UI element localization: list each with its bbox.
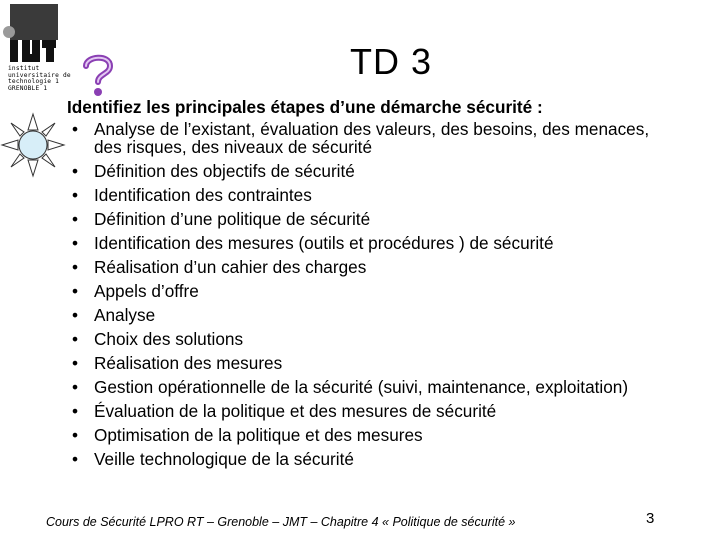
list-item-text: Optimisation de la politique et des mesures [94, 425, 423, 445]
bullet-glyph: • [72, 119, 79, 139]
list-item [70, 120, 670, 156]
list-item [70, 234, 670, 252]
bullet-glyph: • [72, 425, 79, 445]
list-item-text: Définition des objectifs de sécurité [94, 161, 355, 181]
logo-line: GRENOBLE 1 [8, 84, 48, 92]
list-item [70, 426, 670, 444]
list-item-text: Définition d’une politique de sécurité [94, 209, 371, 229]
bullet-glyph: • [72, 161, 79, 181]
list-item [70, 282, 670, 300]
bullet-glyph: • [72, 257, 79, 277]
list-item-text: Veille technologique de la sécurité [94, 449, 354, 469]
list-item-text: Évaluation de la politique et des mesures de sécurité [94, 401, 497, 421]
list-item [70, 354, 670, 372]
list-item-text: Identification des mesures (outils et procédures ) de sécurité [94, 233, 554, 253]
bullet-glyph: • [72, 329, 79, 349]
list-item-text: Identification des contraintes [94, 185, 312, 205]
list-item [70, 162, 670, 180]
bullet-glyph: • [72, 233, 79, 253]
slide-footer: Cours de Sécurité LPRO RT – Grenoble – JMT – Chapitre 4 « Politique de sécurité » [46, 515, 516, 529]
sun-icon [0, 112, 66, 178]
list-item [70, 186, 670, 204]
list-item-text: Analyse de l’existant, évaluation des valeurs, des besoins, des menaces, des risques, des niveaux de sécurité [94, 119, 650, 157]
bullet-glyph: • [72, 449, 79, 469]
logo-line: technologie 1 [8, 78, 60, 86]
list-item [70, 330, 670, 348]
bullet-glyph: • [72, 401, 79, 421]
list-item-text: Réalisation des mesures [94, 353, 283, 373]
bullet-glyph: • [72, 281, 79, 301]
bullet-glyph: • [72, 209, 79, 229]
logo-line: universitaire de [8, 71, 71, 79]
bullet-glyph: • [72, 353, 79, 373]
list-item-text: Analyse [94, 305, 156, 325]
list-item [70, 402, 670, 420]
list-item-text: Réalisation d’un cahier des charges [94, 257, 367, 277]
list-item [70, 306, 670, 324]
bullet-glyph: • [72, 185, 79, 205]
list-item [70, 378, 670, 396]
page-number: 3 [646, 510, 655, 527]
list-item [70, 450, 670, 468]
bullet-list [70, 120, 670, 474]
slide-title: TD 3 [350, 41, 433, 82]
slide-subtitle: Identifiez les principales étapes d’une démarche sécurité : [67, 97, 543, 117]
logo-line: institut [8, 65, 40, 72]
list-item-text: Gestion opérationnelle de la sécurité (suivi, maintenance, exploitation) [94, 377, 629, 397]
bullet-glyph: • [72, 377, 79, 397]
list-item [70, 210, 670, 228]
list-item-text: Choix des solutions [94, 329, 244, 349]
list-item [70, 258, 670, 276]
list-item-text: Appels d’offre [94, 281, 199, 301]
bullet-glyph: • [72, 305, 79, 325]
